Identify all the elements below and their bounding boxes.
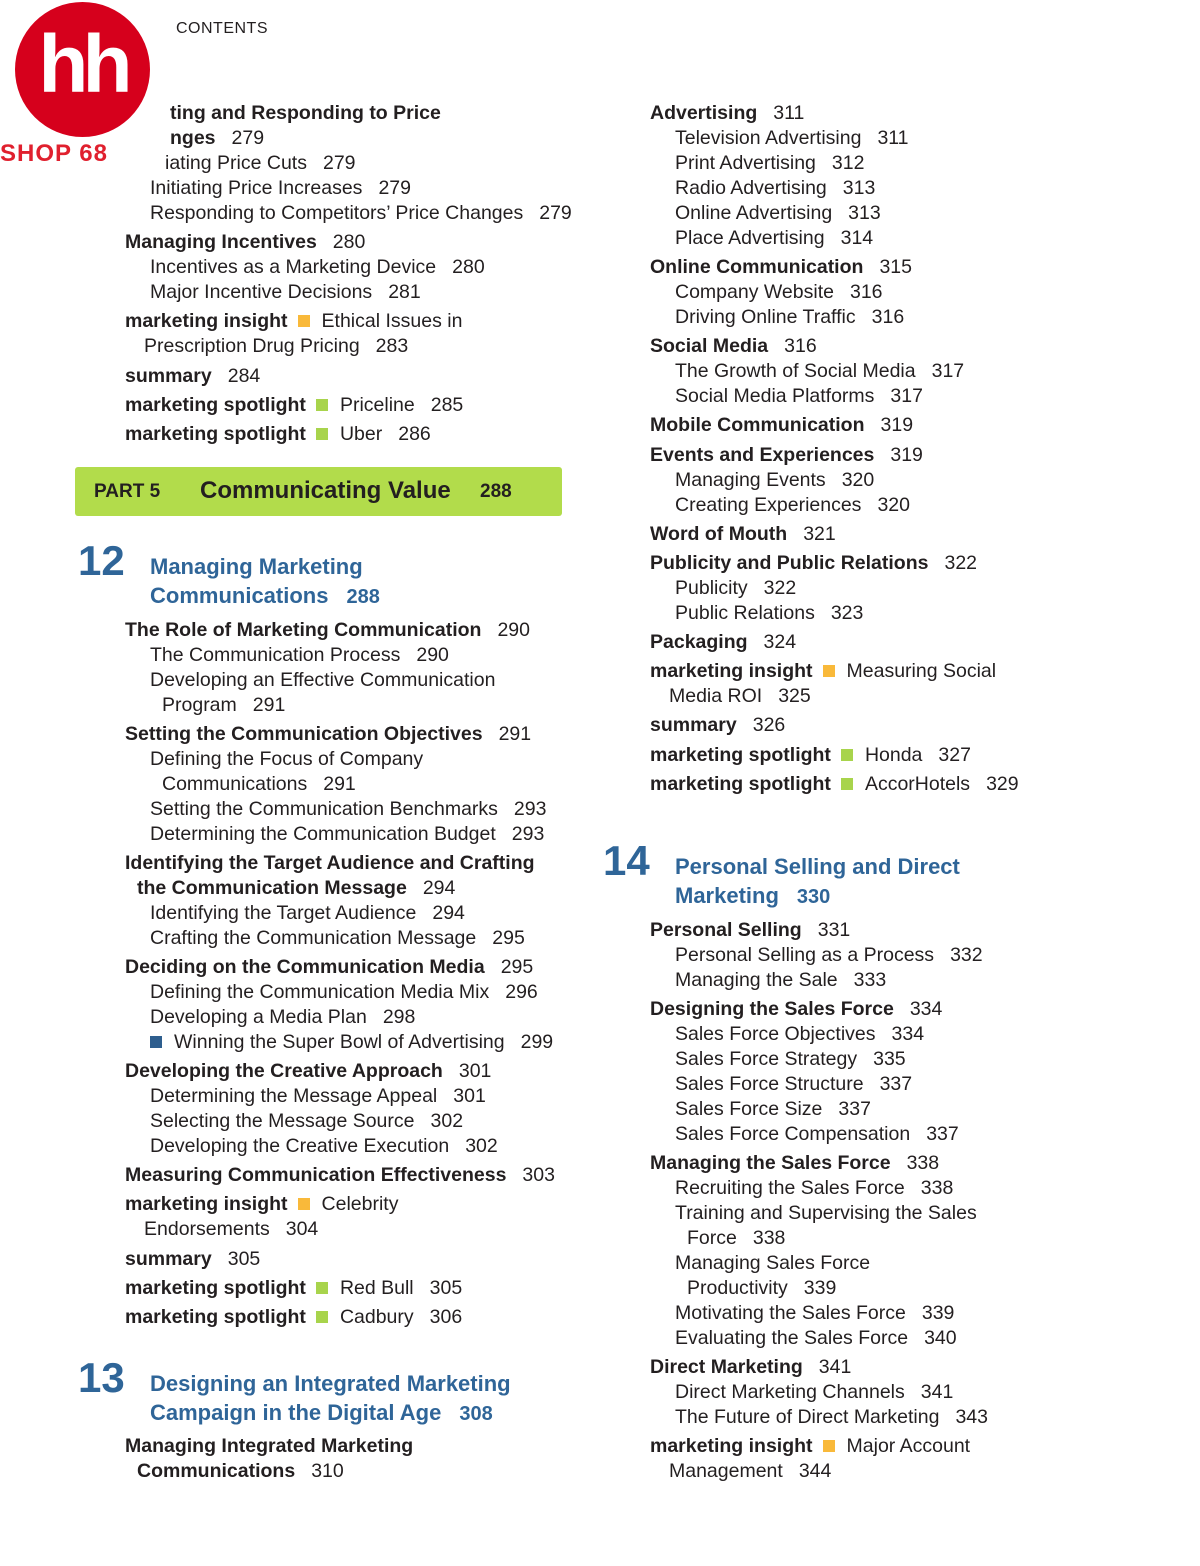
marketing-insight-entry[interactable]: marketing insight Celebrity [125, 1193, 399, 1215]
marketing-insight-entry-cont[interactable]: Management 344 [669, 1460, 832, 1482]
chapter-number: 13 [78, 1354, 125, 1401]
toc-item[interactable]: Personal Selling as a Process 332 [675, 944, 983, 966]
toc-item[interactable]: iating Price Cuts 279 [165, 152, 356, 174]
part-banner[interactable] [75, 467, 562, 516]
toc-item[interactable]: Managing the Sale 333 [675, 969, 887, 991]
marketing-insight-entry-cont[interactable]: Prescription Drug Pricing 283 [144, 335, 409, 357]
chapter-title[interactable]: Managing Marketing [150, 554, 363, 579]
toc-heading[interactable]: Social Media 316 [650, 335, 817, 357]
toc-item[interactable]: Sales Force Compensation 337 [675, 1123, 959, 1145]
toc-item[interactable]: The Growth of Social Media 317 [675, 360, 965, 382]
toc-item[interactable]: Sales Force Structure 337 [675, 1073, 913, 1095]
toc-heading-cont[interactable]: nges 279 [170, 127, 265, 149]
marketing-insight-entry[interactable]: marketing insight Ethical Issues in [125, 310, 463, 332]
toc-item[interactable]: Determining the Message Appeal 301 [150, 1085, 486, 1107]
toc-item[interactable]: Crafting the Communication Message 295 [150, 927, 525, 949]
toc-item[interactable]: The Future of Direct Marketing 343 [675, 1406, 988, 1428]
toc-heading[interactable]: Mobile Communication 319 [650, 414, 914, 436]
marketing-spotlight-entry[interactable]: marketing spotlight Cadbury 306 [125, 1306, 463, 1328]
marketing-insight-entry[interactable]: marketing insight Measuring Social [650, 660, 997, 682]
logo-caption: SHOP 68 [0, 140, 108, 167]
spotlight-square-icon [841, 778, 853, 790]
spotlight-square-icon [841, 749, 853, 761]
marketing-spotlight-entry[interactable]: marketing spotlight Honda 327 [650, 744, 971, 766]
insight-square-icon [298, 1198, 310, 1210]
toc-item-cont[interactable]: Productivity 339 [687, 1277, 837, 1299]
toc-heading[interactable]: Publicity and Public Relations 322 [650, 552, 978, 574]
chapter-title[interactable]: Designing an Integrated Marketing [150, 1371, 511, 1396]
toc-heading[interactable]: Advertising 311 [650, 102, 805, 124]
toc-item[interactable]: Social Media Platforms 317 [675, 385, 923, 407]
toc-item[interactable]: Direct Marketing Channels 341 [675, 1381, 954, 1403]
toc-item[interactable]: Motivating the Sales Force 339 [675, 1302, 955, 1324]
toc-item[interactable]: Online Advertising 313 [675, 202, 881, 224]
marketing-spotlight-entry[interactable]: marketing spotlight Red Bull 305 [125, 1277, 463, 1299]
toc-item[interactable]: Developing a Media Plan 298 [150, 1006, 416, 1028]
page-header: CONTENTS [176, 20, 268, 37]
toc-item[interactable]: Defining the Communication Media Mix 296 [150, 981, 538, 1003]
feature-square-icon [150, 1036, 162, 1048]
toc-item[interactable]: Public Relations 323 [675, 602, 864, 624]
toc-item[interactable]: Place Advertising 314 [675, 227, 874, 249]
toc-heading[interactable]: Packaging 324 [650, 631, 797, 653]
marketing-spotlight-entry[interactable]: marketing spotlight Uber 286 [125, 423, 431, 445]
toc-item-cont[interactable]: Program 291 [162, 694, 286, 716]
spotlight-square-icon [316, 1282, 328, 1294]
toc-item[interactable]: Publicity 322 [675, 577, 797, 599]
toc-heading[interactable]: Personal Selling 331 [650, 919, 851, 941]
summary-entry[interactable]: summary 305 [125, 1248, 261, 1270]
toc-heading[interactable]: Managing Incentives 280 [125, 231, 366, 253]
shop-logo [15, 2, 150, 137]
marketing-spotlight-entry[interactable]: marketing spotlight Priceline 285 [125, 394, 464, 416]
toc-item[interactable]: Radio Advertising 313 [675, 177, 876, 199]
toc-item[interactable]: Initiating Price Increases 279 [150, 177, 411, 199]
part-title: Communicating Value [200, 477, 451, 504]
toc-heading[interactable]: Managing Integrated Marketing [125, 1435, 414, 1457]
toc-item[interactable]: Incentives as a Marketing Device 280 [150, 256, 485, 278]
toc-heading[interactable]: ting and Responding to Price [170, 102, 441, 124]
toc-item[interactable]: Driving Online Traffic 316 [675, 306, 905, 328]
chapter-title-cont[interactable]: Campaign in the Digital Age 308 [150, 1400, 493, 1425]
chapter-number: 14 [603, 837, 650, 884]
toc-item[interactable]: Company Website 316 [675, 281, 883, 303]
insight-square-icon [823, 1440, 835, 1452]
toc-item[interactable]: Identifying the Target Audience 294 [150, 902, 465, 924]
toc-item-cont[interactable]: Communications 291 [162, 773, 356, 795]
toc-heading[interactable]: Online Communication 315 [650, 256, 912, 278]
summary-entry[interactable]: summary 326 [650, 714, 786, 736]
toc-item[interactable]: Developing an Effective Communication [150, 669, 496, 691]
toc-heading[interactable]: Developing the Creative Approach 301 [125, 1060, 492, 1082]
insight-square-icon [298, 315, 310, 327]
marketing-insight-entry[interactable]: marketing insight Major Account [650, 1435, 971, 1457]
logo-text: hh [38, 19, 127, 110]
toc-item[interactable]: Sales Force Strategy 335 [675, 1048, 906, 1070]
toc-item[interactable]: Creating Experiences 320 [675, 494, 910, 516]
toc-item[interactable]: Managing Sales Force [675, 1252, 871, 1274]
toc-heading[interactable]: Setting the Communication Objectives 291 [125, 723, 532, 745]
toc-heading-cont[interactable]: the Communication Message 294 [137, 877, 456, 899]
toc-item[interactable]: The Communication Process 290 [150, 644, 449, 666]
toc-item[interactable]: Sales Force Objectives 334 [675, 1023, 925, 1045]
toc-item[interactable]: Training and Supervising the Sales [675, 1202, 977, 1224]
chapter-number: 12 [78, 537, 125, 584]
toc-item[interactable]: Print Advertising 312 [675, 152, 865, 174]
summary-entry[interactable]: summary 284 [125, 365, 261, 387]
part-page: 288 [480, 481, 512, 502]
toc-item[interactable]: Determining the Communication Budget 293 [150, 823, 545, 845]
spotlight-square-icon [316, 428, 328, 440]
toc-heading[interactable]: Measuring Communication Effectiveness 303 [125, 1164, 555, 1186]
toc-item[interactable]: Television Advertising 311 [675, 127, 909, 149]
toc-item[interactable]: Developing the Creative Execution 302 [150, 1135, 498, 1157]
marketing-insight-entry-cont[interactable]: Endorsements 304 [144, 1218, 319, 1240]
spotlight-square-icon [316, 1311, 328, 1323]
toc-item[interactable]: Recruiting the Sales Force 338 [675, 1177, 954, 1199]
toc-item[interactable]: Evaluating the Sales Force 340 [675, 1327, 957, 1349]
spotlight-square-icon [316, 399, 328, 411]
toc-heading[interactable]: Identifying the Target Audience and Crafting [125, 852, 535, 874]
toc-heading[interactable]: Managing the Sales Force 338 [650, 1152, 940, 1174]
insight-square-icon [823, 665, 835, 677]
toc-item[interactable]: Managing Events 320 [675, 469, 875, 491]
toc-heading[interactable]: Direct Marketing 341 [650, 1356, 852, 1378]
toc-item-cont[interactable]: Force 338 [687, 1227, 786, 1249]
part-label: PART 5 [94, 481, 161, 502]
toc-item[interactable]: Winning the Super Bowl of Advertising 299 [150, 1030, 553, 1054]
marketing-insight-entry-cont[interactable]: Media ROI 325 [669, 685, 811, 707]
toc-heading[interactable]: Deciding on the Communication Media 295 [125, 956, 534, 978]
toc-item[interactable]: Setting the Communication Benchmarks 293 [150, 798, 547, 820]
toc-heading[interactable]: Word of Mouth 321 [650, 523, 836, 545]
toc-item[interactable]: Sales Force Size 337 [675, 1098, 871, 1120]
toc-item[interactable]: Selecting the Message Source 302 [150, 1110, 464, 1132]
toc-heading-cont[interactable]: Communications 310 [137, 1460, 344, 1482]
toc-item[interactable]: Major Incentive Decisions 281 [150, 281, 421, 303]
toc-heading[interactable]: Designing the Sales Force 334 [650, 998, 943, 1020]
toc-item[interactable]: Responding to Competitors’ Price Changes 279 [150, 202, 572, 224]
toc-item[interactable]: Defining the Focus of Company [150, 748, 424, 770]
marketing-spotlight-entry[interactable]: marketing spotlight AccorHotels 329 [650, 773, 1019, 795]
chapter-title[interactable]: Personal Selling and Direct [675, 854, 960, 879]
chapter-title-cont[interactable]: Communications 288 [150, 583, 380, 608]
chapter-title-cont[interactable]: Marketing 330 [675, 883, 831, 908]
toc-heading[interactable]: The Role of Marketing Communication 290 [125, 619, 530, 641]
toc-heading[interactable]: Events and Experiences 319 [650, 444, 923, 466]
